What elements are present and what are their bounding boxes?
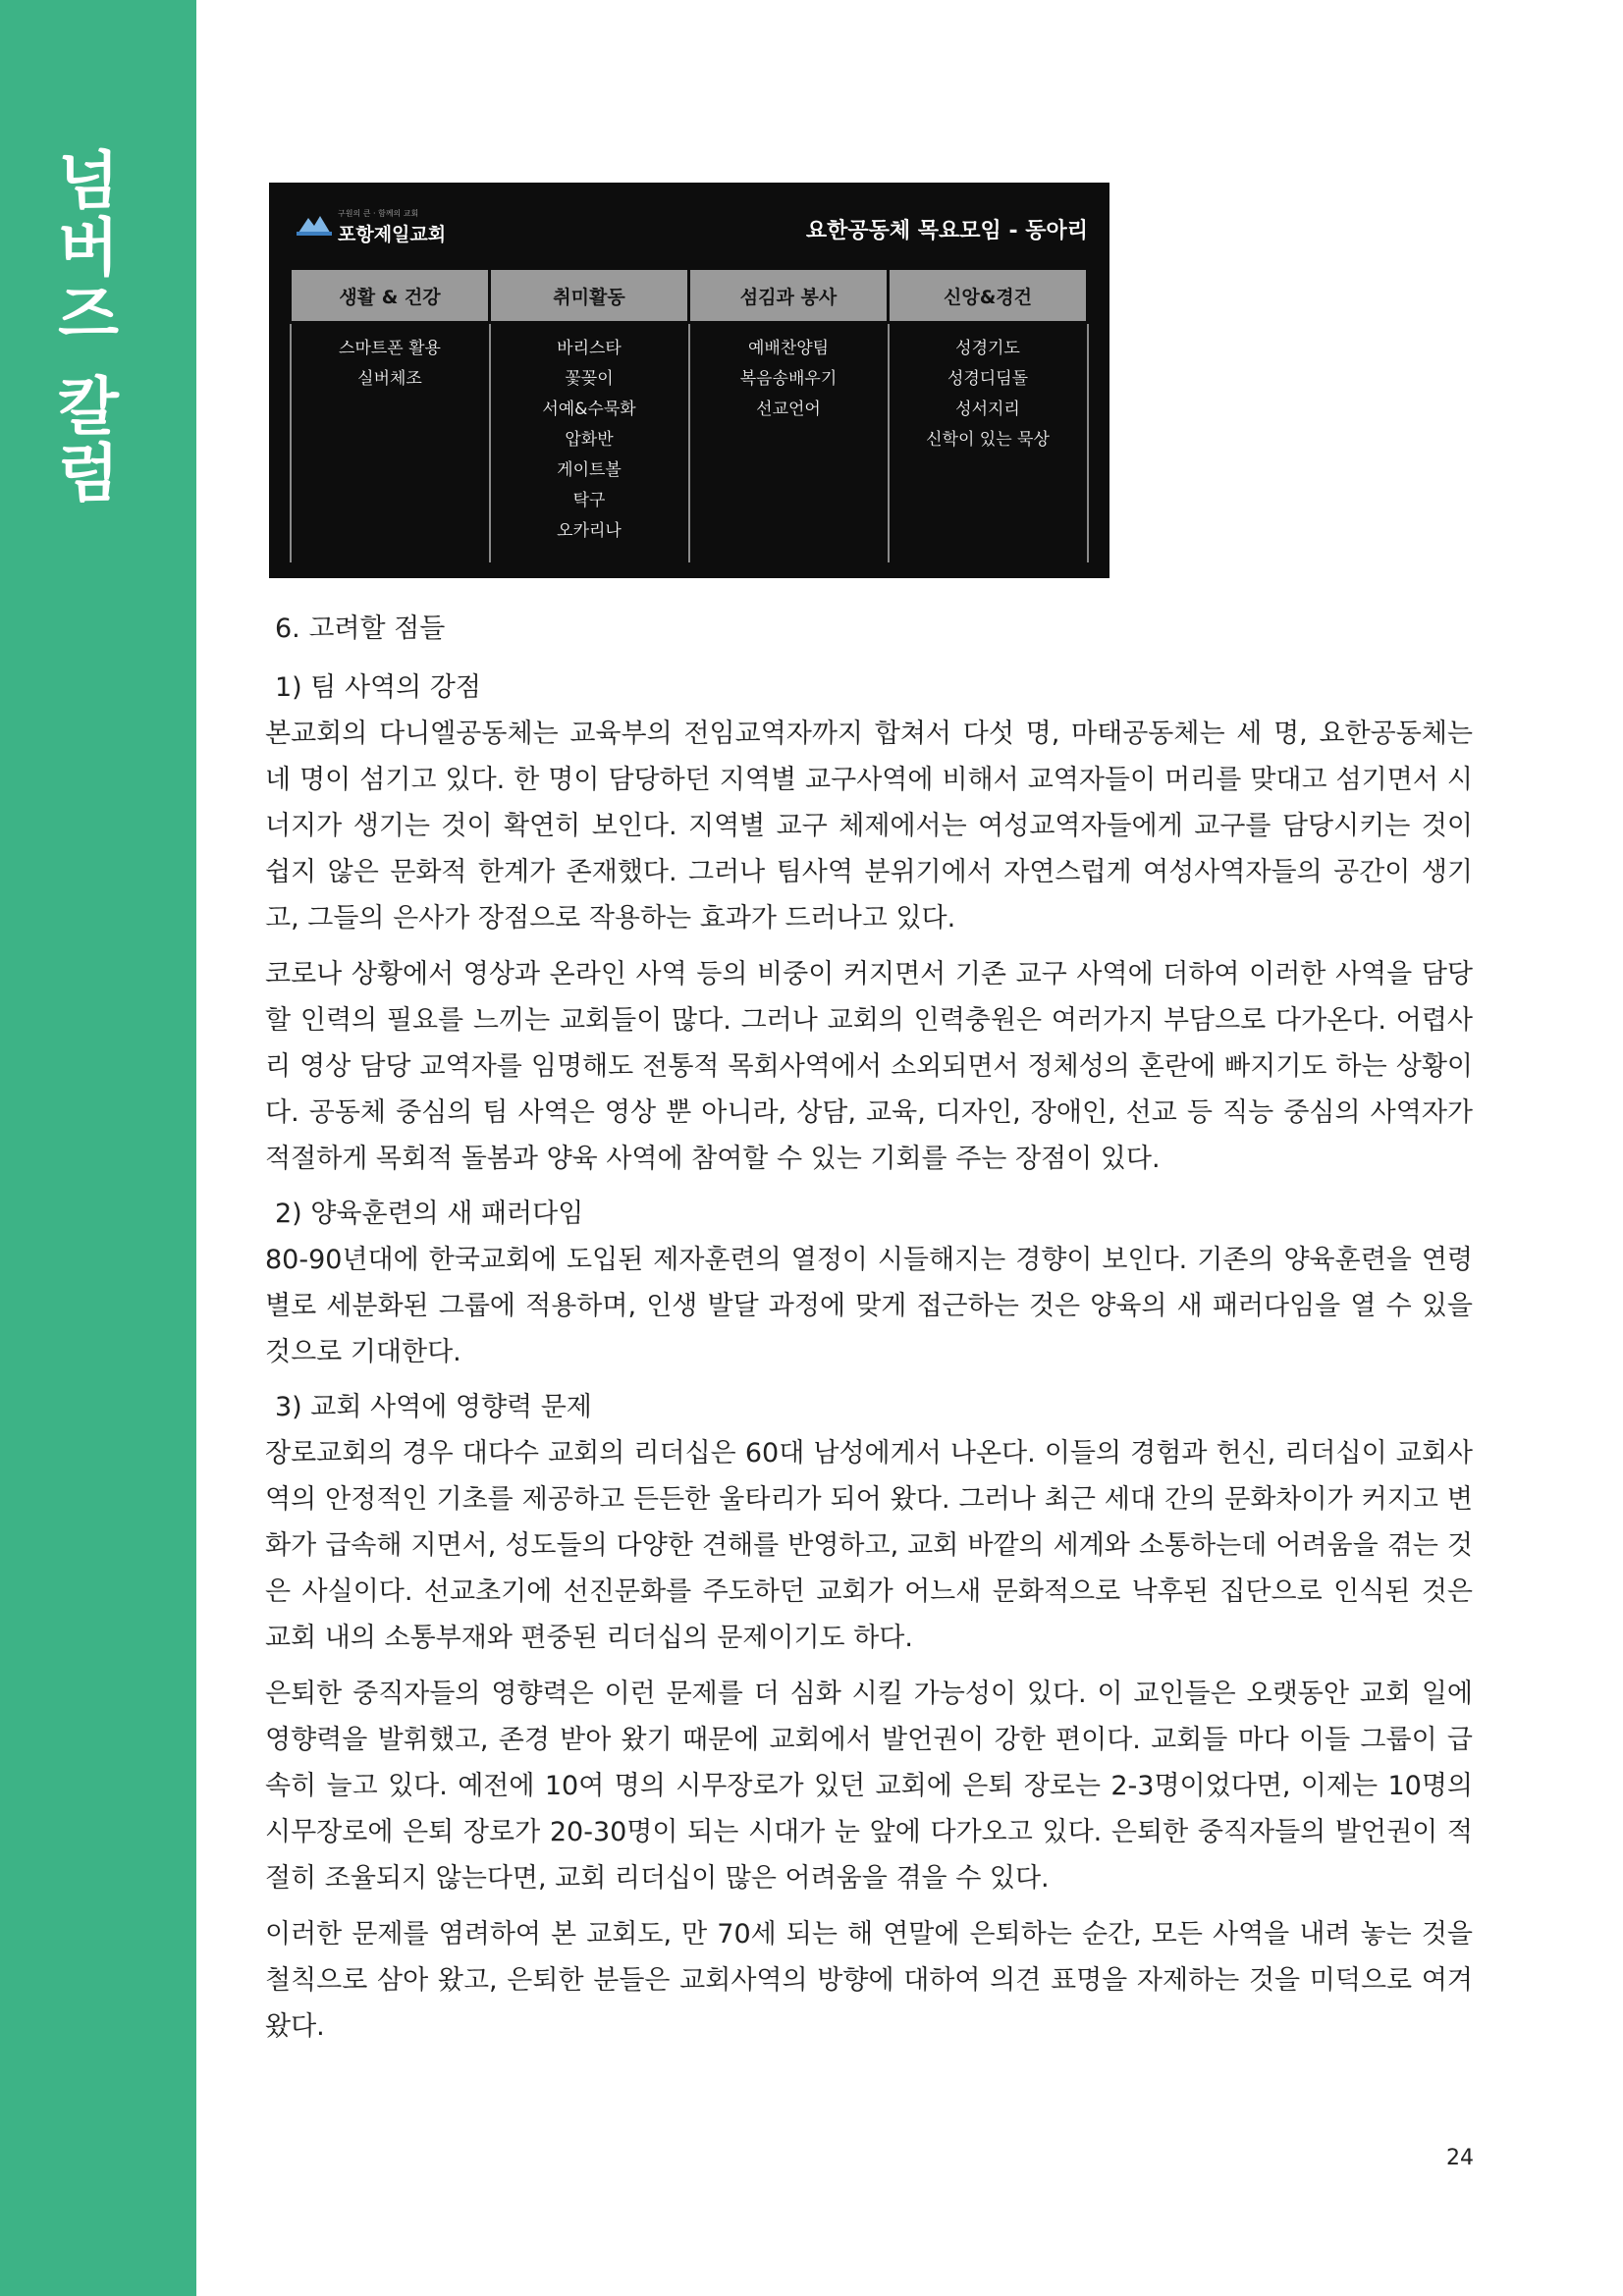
activity-table bbox=[289, 267, 1089, 562]
list-item: 실버체조 bbox=[357, 369, 422, 389]
list-item: 신학이 있는 묵상 bbox=[926, 430, 1050, 450]
column-cell-hobby bbox=[490, 323, 689, 563]
list-item: 오카리나 bbox=[557, 521, 622, 541]
paragraph: 장로교회의 경우 대다수 교회의 리더십은 60대 남성에게서 나온다. 이들의 경험과 헌신, 리더십이 교회사역의 안정적인 기초를 제공하고 든든한 울타리가 되어 왔다. 그러나 최근 세대 간의 문화차이가 커지고 변화가 급속해 지면서, 성도들의 다양한 견해를 반영하고, 교회 바깥의 세계와 소통하는데 어려움을 겪는 것은 사실이다. 선교초기에 선진문화를 주도하던 교회가 어느새 문화적으로 낙후된 집단으로 인식된 것은 교회 내의 소통부재와 편중된 리더십의 문제이기도 하다. bbox=[265, 1438, 1473, 1653]
subsection-heading-team-ministry: 1) 팀 사역의 강점 bbox=[275, 672, 481, 703]
column-header-hobby: 취미활동 bbox=[490, 269, 689, 323]
list-item: 복음송배우기 bbox=[739, 369, 838, 389]
list-item: 선교언어 bbox=[756, 400, 821, 419]
club-activities-image bbox=[269, 183, 1109, 578]
church-name: 포항제일교회 bbox=[338, 224, 447, 245]
sidebar bbox=[0, 0, 196, 2296]
list-item: 서예&수묵화 bbox=[542, 400, 636, 419]
banner-title: 요한공동체 목요모임 - 동아리 bbox=[805, 219, 1088, 243]
paragraph: 이러한 문제를 염려하여 본 교회도, 만 70세 되는 해 연말에 은퇴하는 순간, 모든 사역을 내려 놓는 것을 철칙으로 삼아 왔고, 은퇴한 분들은 교회사역의 방향에 대하여 의견 표명을 자제하는 것을 미덕으로 여겨 왔다. bbox=[265, 1919, 1473, 2042]
list-item: 탁구 bbox=[572, 491, 606, 510]
paragraph: 은퇴한 중직자들의 영향력은 이런 문제를 더 심화 시킬 가능성이 있다. 이 교인들은 오랫동안 교회 일에 영향력을 발휘했고, 존경 받아 왔기 때문에 교회에서 발언권이 강한 편이다. 교회들 마다 이들 그룹이 급속히 늘고 있다. 예전에 10여 명의 시무장로가 있던 교회에 은퇴 장로는 2-3명이었다면, 이제는 10명의 시무장로에 은퇴 장로가 20-30명이 되는 시대가 눈 앞에 다가오고 있다. 은퇴한 중직자들의 발언권이 적절히 조율되지 않는다면, 교회 리더십이 많은 어려움을 겪을 수 있다. bbox=[265, 1679, 1473, 1894]
paragraph: 코로나 상황에서 영상과 온라인 사역 등의 비중이 커지면서 기존 교구 사역에 더하여 이러한 사역을 담당할 인력의 필요를 느끼는 교회들이 많다. 그러나 교회의 인력충원은 여러가지 부담으로 다가온다. 어렵사리 영상 담당 교역자를 임명해도 전통적 목회사역에서 소외되면서 정체성의 혼란에 빠지기도 하는 상황이다. 공동체 중심의 팀 사역은 영상 뿐 아니라, 상담, 교육, 디자인, 장애인, 선교 등 직능 중심의 사역자가 적절하게 목회적 돌봄과 양육 사역에 참여할 수 있는 기회를 주는 장점이 있다. bbox=[265, 959, 1473, 1174]
list-item: 게이트볼 bbox=[557, 460, 622, 480]
column-header-faith: 신앙&경건 bbox=[889, 269, 1088, 323]
list-item: 예배찬양팀 bbox=[747, 339, 830, 358]
list-item: 성경디딤돌 bbox=[947, 369, 1029, 389]
column-cell-service bbox=[689, 323, 889, 563]
column-header-service: 섬김과 봉사 bbox=[689, 269, 889, 323]
list-item: 바리스타 bbox=[557, 339, 622, 358]
column-cell-life-health bbox=[291, 323, 490, 563]
column-cell-faith bbox=[889, 323, 1088, 563]
article-body bbox=[265, 607, 1473, 2059]
subsection-heading-nurture-paradigm: 2) 양육훈련의 새 패러다임 bbox=[275, 1199, 584, 1229]
image-header bbox=[269, 183, 1109, 263]
section-heading: 6. 고려할 점들 bbox=[275, 614, 446, 644]
subsection-heading-influence: 3) 교회 사역에 영향력 문제 bbox=[275, 1392, 592, 1422]
list-item: 압화반 bbox=[565, 430, 614, 450]
logo-tagline: 구원의 큰 · 함께의 교회 bbox=[338, 209, 419, 218]
column-header-life-health: 생활 & 건강 bbox=[291, 269, 490, 323]
column-title: 넘버즈 칼럼 bbox=[46, 147, 119, 507]
page-number: 24 bbox=[1446, 2146, 1474, 2170]
list-item: 성경기도 bbox=[955, 339, 1020, 358]
list-item: 스마트폰 활용 bbox=[339, 339, 441, 358]
list-item: 꽃꽂이 bbox=[565, 369, 614, 389]
paragraph: 80-90년대에 한국교회에 도입된 제자훈련의 열정이 시들해지는 경향이 보인다. 기존의 양육훈련을 연령별로 세분화된 그룹에 적용하며, 인생 발달 과정에 맞게 접근하는 것은 양육의 새 패러다임을 열 수 있을 것으로 기대한다. bbox=[265, 1245, 1473, 1367]
paragraph: 본교회의 다니엘공동체는 교육부의 전임교역자까지 합쳐서 다섯 명, 마태공동체는 세 명, 요한공동체는 네 명이 섬기고 있다. 한 명이 담당하던 지역별 교구사역에 비해서 교역자들이 머리를 맞대고 섬기면서 시너지가 생기는 것이 확연히 보인다. 지역별 교구 체제에서는 여성교역자들에게 교구를 담당시키는 것이 쉽지 않은 문화적 한계가 존재했다. 그러나 팀사역 분위기에서 자연스럽게 여성사역자들의 공간이 생기고, 그들의 은사가 장점으로 작용하는 효과가 드러나고 있다. bbox=[265, 719, 1473, 934]
church-logo-icon bbox=[297, 214, 332, 236]
list-item: 성서지리 bbox=[955, 400, 1020, 419]
